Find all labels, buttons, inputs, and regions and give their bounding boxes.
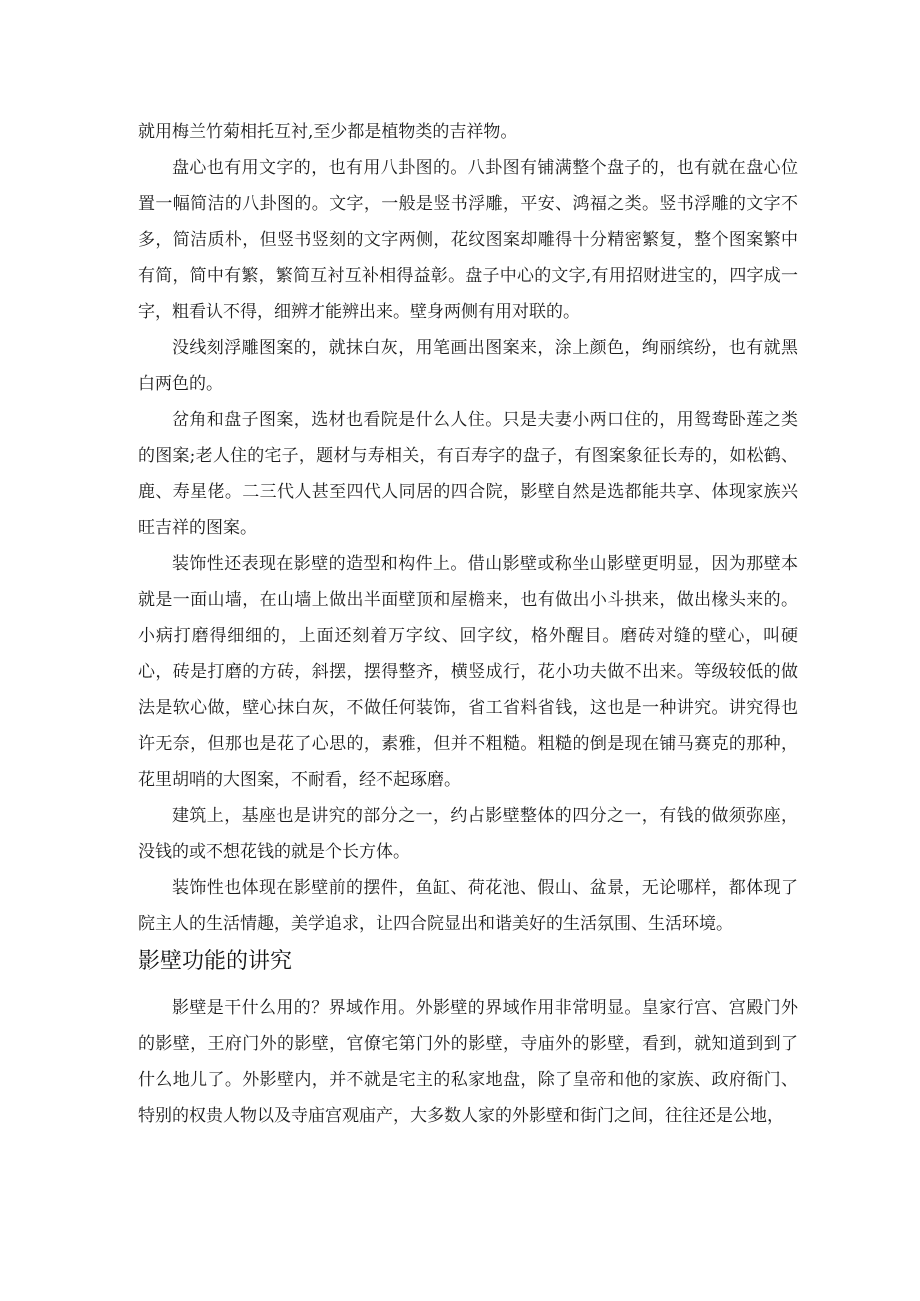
paragraph-3: 没线刻浮雕图案的，就抹白灰，用笔画出图案来，涂上颜色，绚丽缤纷，也有就黑白两色的。	[138, 338, 798, 394]
paragraph-2: 盘心也有用文字的，也有用八卦图的。八卦图有铺满整个盘子的，也有就在盘心位置一幅简洁的八卦图的。文字，一般是竖书浮雕，平安、鸿福之类。竖书浮雕的文字不多，简洁质朴，但竖书竖刻的文字两侧，花纹图案却雕得十分精密繁复，整个图案繁中有简，简中有繁，繁简互衬互补相得益彰。盘子中心的文字,有用招财进宝的，四字成一字，粗看认不得，细辨才能辨出来。壁身两侧有用对联的。	[138, 158, 798, 322]
paragraph-5: 装饰性还表现在影壁的造型和构件上。借山影壁或称坐山影壁更明显，因为那壁本就是一面山墙，在山墙上做出半面壁顶和屋檐来，也有做出小斗拱来，做出椽头来的。小病打磨得细细的，上面还刻着万字纹、回字纹，格外醒目。磨砖对缝的壁心，叫硬心，砖是打磨的方砖，斜摆，摆得整齐，横竖成行，花小功夫做不出来。等级较低的做法是软心做，壁心抹白灰，不做任何装饰，省工省料省钱，这也是一种讲究。讲究得也许无奈，但那也是花了心思的，素雅，但并不粗糙。粗糙的倒是现在铺马赛克的那种，花里胡哨的大图案，不耐看，经不起琢磨。	[138, 554, 798, 790]
section-heading: 影壁功能的讲究	[138, 949, 293, 974]
paragraph-4: 岔角和盘子图案，选材也看院是什么人住。只是夫妻小两口住的，用鸳鸯卧莲之类的图案;老人住的宅子，题材与寿相关，有百寿字的盘子，有图案象征长寿的，如松鹤、鹿、寿星佬。二三代人甚至四代人同居的四合院，影壁自然是选都能共享、体现家族兴旺吉祥的图案。	[138, 410, 798, 538]
document-body	[138, 114, 798, 1134]
paragraph-1: 就用梅兰竹菊相托互衬,至少都是植物类的吉祥物。	[138, 122, 518, 142]
paragraph-6: 建筑上，基座也是讲究的部分之一，约占影壁整体的四分之一，有钱的做须弥座，没钱的或不想花钱的就是个长方体。	[138, 806, 798, 862]
paragraph-7: 装饰性也体现在影壁前的摆件，鱼缸、荷花池、假山、盆景，无论哪样，都体现了院主人的生活情趣，美学追求，让四合院显出和谐美好的生活氛围、生活环境。	[138, 878, 798, 934]
paragraph-8: 影壁是干什么用的？界域作用。外影壁的界域作用非常明显。皇家行宫、宫殿门外的影壁，王府门外的影壁，官僚宅第门外的影壁，寺庙外的影壁，看到，就知道到到了什么地儿了。外影壁内，并不就是宅主的私家地盘，除了皇帝和他的家族、政府衙门、特别的权贵人物以及寺庙宫观庙产，大多数人家的外影壁和街门之间，往往还是公地，	[138, 998, 798, 1126]
